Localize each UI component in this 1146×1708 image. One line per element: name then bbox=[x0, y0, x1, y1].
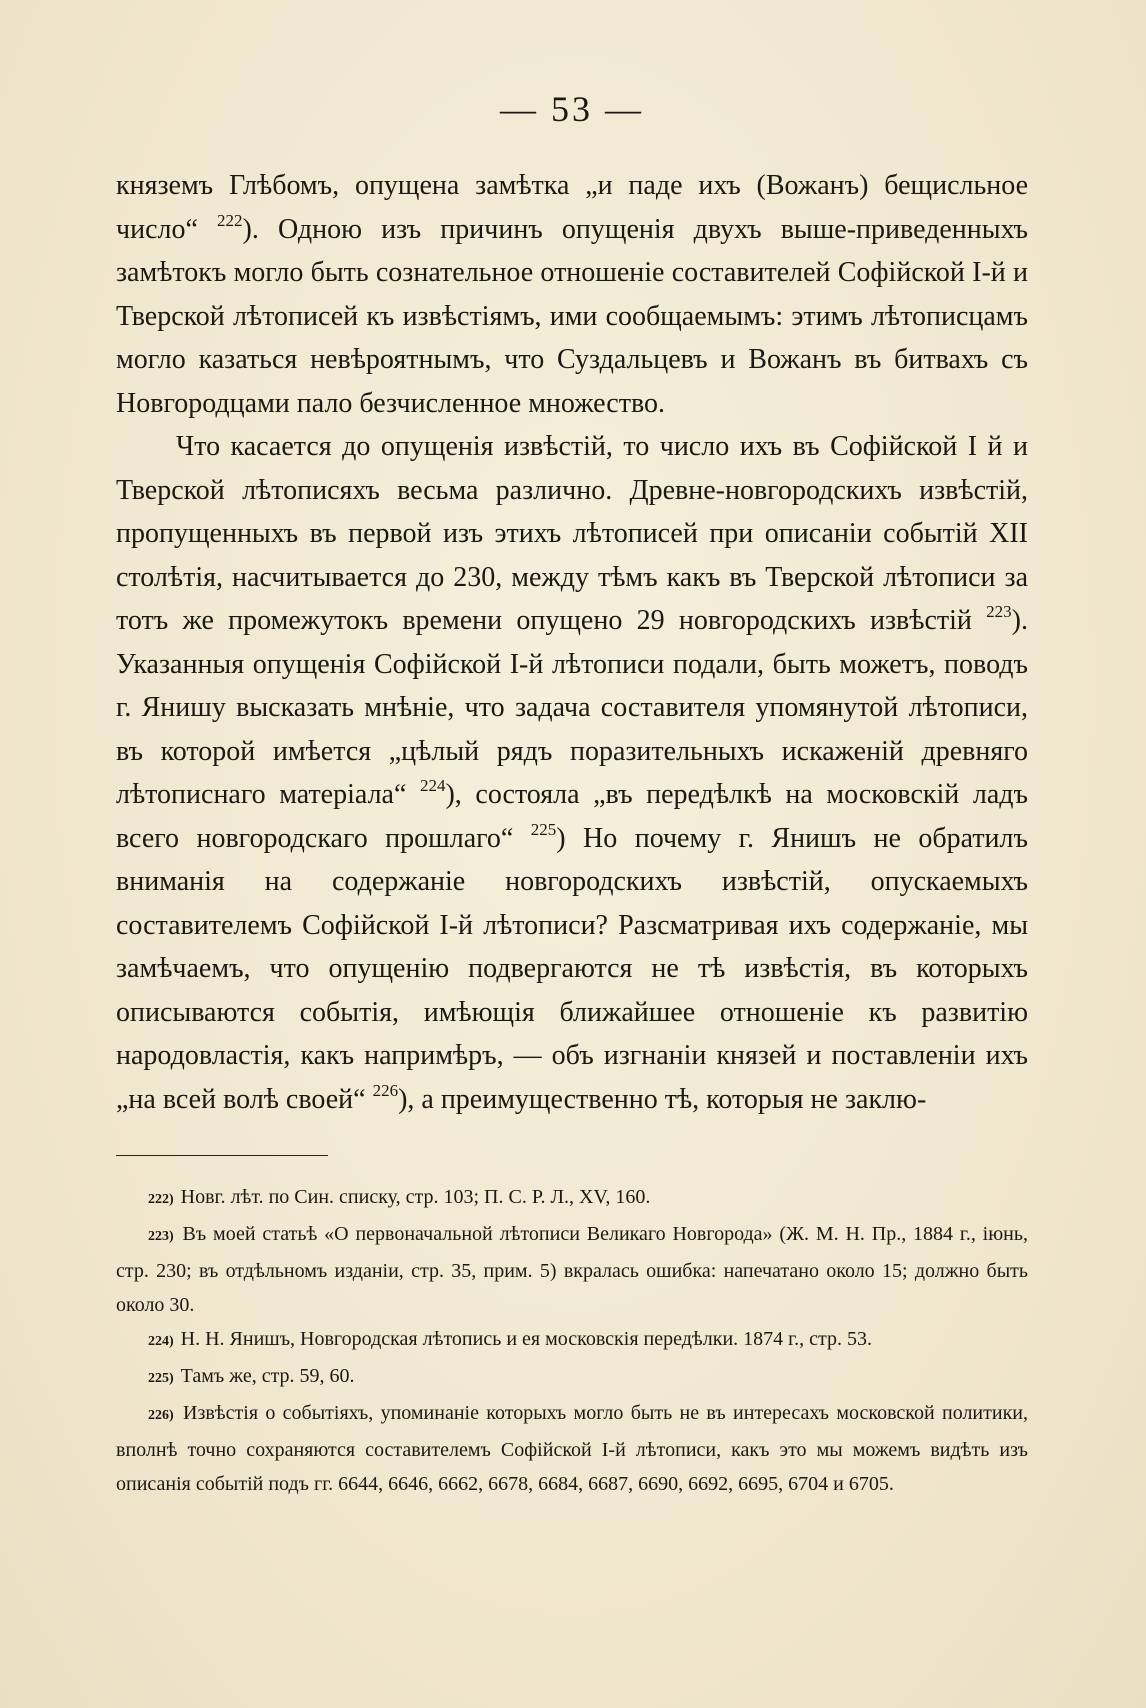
footnote bbox=[116, 1359, 1028, 1396]
text-run: ). Одною изъ причинъ опущенія двухъ выше-приведенныхъ замѣтокъ могло быть сознательное отношеніе составителей Софійской I-й и Тверской лѣтописей къ извѣстіямъ, ими сообщаемымъ: этимъ лѣтописцамъ могло казаться невѣроятнымъ, что Суздальцевъ и Вожанъ въ битвахъ съ Новгородцами пало безчисленное множество. bbox=[116, 213, 1028, 419]
footnote-text: Въ моей статьѣ «О первоначальной лѣтописи Великаго Новгорода» (Ж. М. Н. Пр., 1884 г., іюнь, стр. 230; въ отдѣльномъ изданіи, стр. 35, прим. 5) вкралась ошибка: напечатано около 15; должно быть около 30. bbox=[116, 1223, 1029, 1316]
footnote bbox=[116, 1396, 1028, 1501]
paragraph bbox=[116, 164, 1028, 425]
footnote-ref: 222 bbox=[217, 210, 243, 230]
text-run: ). Указанныя опущенія Софійской I-й лѣтописи подали, быть можетъ, поводъ г. Янишу высказать мнѣніе, что задача составителя упомянутой лѣтописи, въ которой имѣется „цѣлый рядъ поразительныхъ искаженій древняго лѣтописнаго матеріала“ bbox=[116, 605, 1028, 810]
footnote-number: 223) bbox=[148, 1229, 174, 1244]
footnote-ref: 223 bbox=[986, 602, 1012, 621]
footnote-text: Извѣстія о событіяхъ, упоминаніе которыхъ могло быть не въ интересахъ московской политики, вполнѣ точно сохраняются составителемъ Софійской I-й лѣтописи, какъ это мы можемъ видѣть изъ описанія событій подъ гг. 6644, 6646, 6662, 6678, 6684, 6687, 6690, 6692, 6695, 6704 и 6705. bbox=[116, 1402, 1028, 1495]
text-run: ), состояла „въ передѣлкѣ на московскій ладъ всего новгородскаго прошлаго“ bbox=[116, 779, 1028, 854]
footnote-number: 222) bbox=[148, 1192, 174, 1207]
text-run: княземъ Глѣбомъ, опущена замѣтка „и паде ихъ (Вожанъ) бещисльное число“ bbox=[116, 170, 1028, 245]
footnote-ref: 225 bbox=[530, 819, 557, 839]
body-text bbox=[116, 164, 1028, 1121]
footnote-text: Тамъ же, стр. 59, 60. bbox=[180, 1365, 355, 1387]
text-run: ) Но почему г. Янишъ не обратилъ вниманія на содержаніе новгородскихъ извѣстій, опускаемыхъ составителемъ Софійской I-й лѣтописи? Разсматривая ихъ содержаніе, мы замѣчаемъ, что опущенію подвергаются не тѣ извѣстія, въ которыхъ описываются событія, имѣющія ближайшее отношеніе къ развитію народовластія, какъ напримѣръ, — объ изгнаніи князей и поставленіи ихъ „на всей волѣ своей“ bbox=[116, 822, 1028, 1115]
footnote-text: Н. Н. Янишъ, Новгородская лѣтопись и ея московскія передѣлки. 1874 г., стр. 53. bbox=[180, 1328, 872, 1350]
footnotes bbox=[116, 1180, 1028, 1501]
paragraph bbox=[116, 425, 1028, 1121]
text-run: ), а преимущественно тѣ, которыя не заклю- bbox=[398, 1083, 927, 1115]
text-run: Что касается до опущенія извѣстій, то число ихъ въ Софійской I й и Тверской лѣтописяхъ весьма различно. Древне-новгородскихъ извѣстій, пропущенныхъ въ первой изъ этихъ лѣтописей при описаніи событій XII столѣтія, насчитывается до 230, между тѣмъ какъ въ Тверской лѣтописи за тотъ же промежутокъ времени опущено 29 новгородскихъ извѣстій bbox=[116, 431, 1028, 636]
page-number: — 53 — bbox=[500, 89, 644, 129]
footnote bbox=[116, 1322, 1028, 1359]
footnote bbox=[116, 1180, 1028, 1217]
footnote-ref: 226 bbox=[372, 1080, 399, 1100]
footnote-number: 226) bbox=[148, 1408, 174, 1423]
footnote-divider bbox=[116, 1155, 328, 1156]
footnote-number: 224) bbox=[148, 1334, 174, 1349]
footnote-number: 225) bbox=[148, 1371, 174, 1386]
footnote-ref: 224 bbox=[419, 776, 446, 795]
footnote-text: Новг. лѣт. по Син. списку, стр. 103; П. С. Р. Л., XV, 160. bbox=[180, 1186, 651, 1208]
footnote bbox=[116, 1217, 1028, 1322]
